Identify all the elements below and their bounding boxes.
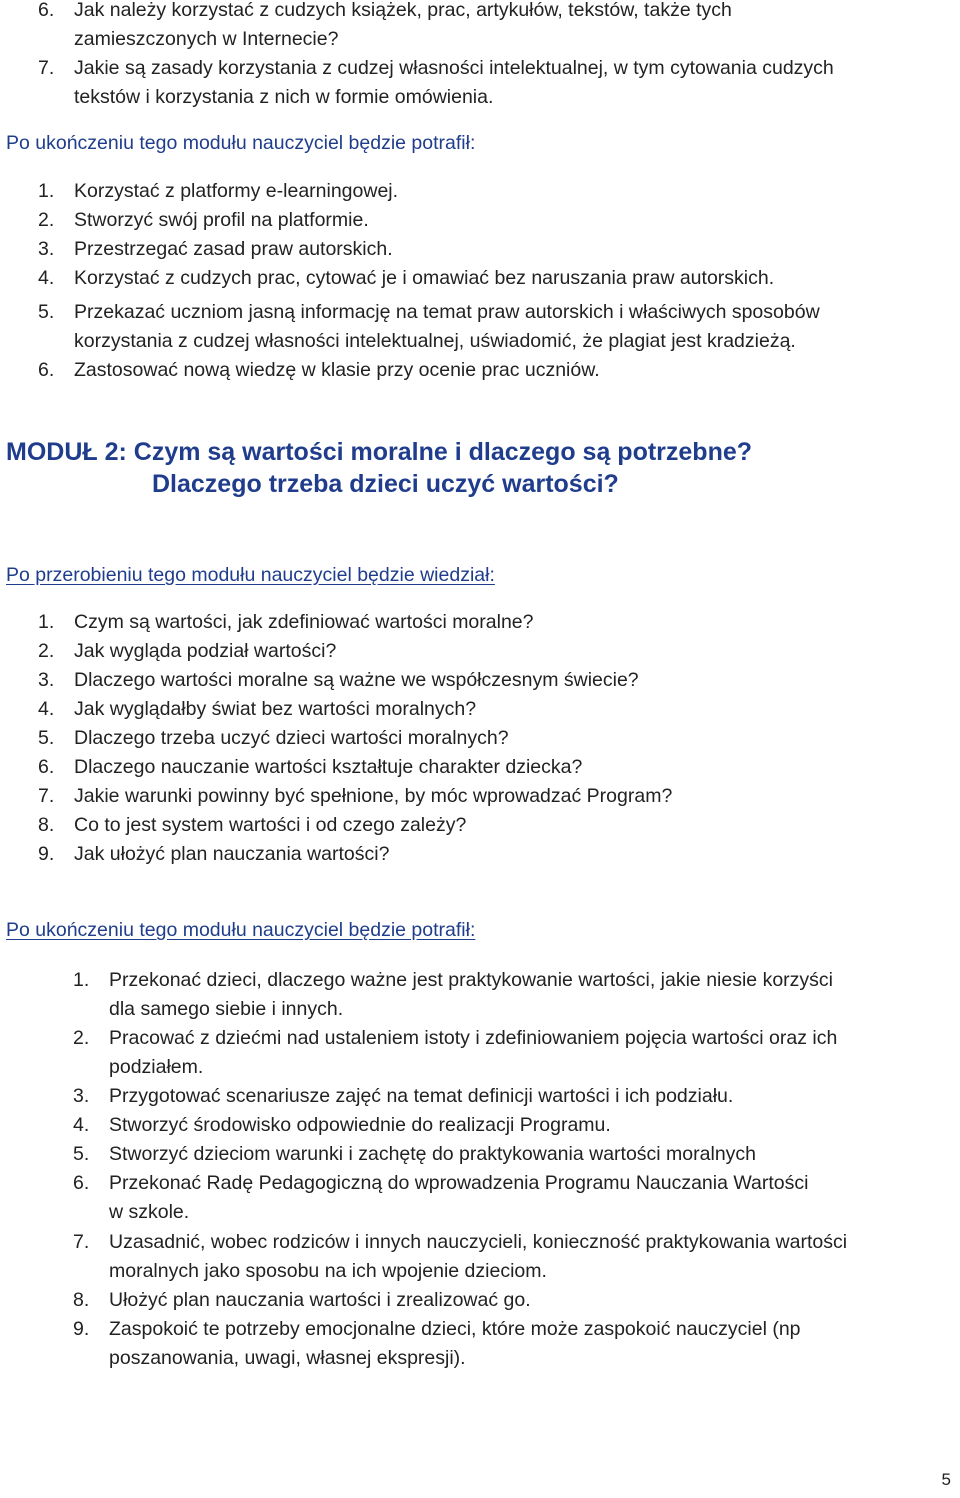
list-number: 5. xyxy=(73,1143,90,1165)
list-number: 6. xyxy=(73,1172,90,1194)
list-item-text: Dlaczego trzeba uczyć dzieci wartości moralnych? xyxy=(74,727,509,749)
list-number: 5. xyxy=(38,727,55,749)
list-item-text: poszanowania, uwagi, własnej ekspresji). xyxy=(109,1347,466,1369)
list-item-text: Przygotować scenariusze zajęć na temat definicji wartości i ich podziału. xyxy=(109,1085,734,1107)
list-item-text: Korzystać z platformy e-learningowej. xyxy=(74,180,399,202)
list-item-text: Korzystać z cudzych prac, cytować je i omawiać bez naruszania praw autorskich. xyxy=(74,267,775,289)
list-item-text: korzystania z cudzej własności intelektualnej, uświadomić, że plagiat jest kradzieżą. xyxy=(74,330,796,352)
page-number: 5 xyxy=(941,1470,951,1489)
list-number: 6. xyxy=(38,0,55,21)
list-number: 3. xyxy=(38,238,55,260)
list-number: 3. xyxy=(73,1085,90,1107)
list-number: 8. xyxy=(73,1289,90,1311)
list-item-text: Co to jest system wartości i od czego zależy? xyxy=(74,814,467,836)
list-number: 2. xyxy=(38,209,55,231)
list-number: 3. xyxy=(38,669,55,691)
list-number: 7. xyxy=(38,57,55,79)
list-item-text: Czym są wartości, jak zdefiniować wartości moralne? xyxy=(74,611,534,633)
list-item-text: Dlaczego wartości moralne są ważne we współczesnym świecie? xyxy=(74,669,639,691)
list-number: 5. xyxy=(38,301,55,323)
list-number: 6. xyxy=(38,359,55,381)
list-item-text: w szkole. xyxy=(109,1201,190,1223)
list-item-text: dla samego siebie i innych. xyxy=(109,998,344,1020)
list-item-text: Przestrzegać zasad praw autorskich. xyxy=(74,238,393,260)
list-item-text: Jakie warunki powinny być spełnione, by móc wprowadzać Program? xyxy=(74,785,673,807)
list-item-text: Przekazać uczniom jasną informację na temat praw autorskich i właściwych sposobów xyxy=(74,301,820,323)
list-number: 4. xyxy=(38,698,55,720)
list-number: 7. xyxy=(73,1231,90,1253)
list-item-text: Ułożyć plan nauczania wartości i zrealizować go. xyxy=(109,1289,531,1311)
list-item-text: Zaspokoić te potrzeby emocjonalne dzieci, które może zaspokoić nauczyciel (np xyxy=(109,1318,801,1340)
list-item-text: Jak wygląda podział wartości? xyxy=(74,640,337,662)
module-title: MODUŁ 2: Czym są wartości moralne i dlaczego są potrzebne? xyxy=(6,438,753,466)
list-item-text: podziałem. xyxy=(109,1056,204,1078)
list-number: 1. xyxy=(73,969,90,991)
list-item-text: Stworzyć swój profil na platformie. xyxy=(74,209,369,231)
list-item-text: Dlaczego nauczanie wartości kształtuje charakter dziecka? xyxy=(74,756,583,778)
list-number: 8. xyxy=(38,814,55,836)
module-subtitle: Dlaczego trzeba dzieci uczyć wartości? xyxy=(152,470,619,498)
list-number: 9. xyxy=(73,1318,90,1340)
list-item-text: Przekonać Radę Pedagogiczną do wprowadzenia Programu Nauczania Wartości xyxy=(109,1172,809,1194)
list-item-text: Jak należy korzystać z cudzych książek, prac, artykułów, tekstów, także tych xyxy=(74,0,732,21)
list-number: 9. xyxy=(38,843,55,865)
list-number: 4. xyxy=(73,1114,90,1136)
list-number: 1. xyxy=(38,611,55,633)
list-item-text: Przekonać dzieci, dlaczego ważne jest praktykowanie wartości, jakie niesie korzyści xyxy=(109,969,833,991)
list-number: 2. xyxy=(38,640,55,662)
list-number: 4. xyxy=(38,267,55,289)
list-number: 1. xyxy=(38,180,55,202)
section-heading: Po ukończeniu tego modułu nauczyciel będzie potrafił: xyxy=(6,132,476,154)
list-item-text: zamieszczonych w Internecie? xyxy=(74,28,339,50)
list-item-text: Uzasadnić, wobec rodziców i innych nauczycieli, konieczność praktykowania wartości xyxy=(109,1231,848,1253)
list-number: 2. xyxy=(73,1027,90,1049)
list-item-text: moralnych jako sposobu na ich wpojenie dzieciom. xyxy=(109,1260,547,1282)
list-item-text: Jakie są zasady korzystania z cudzej własności intelektualnej, w tym cytowania cudzych xyxy=(74,57,834,79)
list-item-text: Stworzyć środowisko odpowiednie do realizacji Programu. xyxy=(109,1114,611,1136)
list-item-text: Pracować z dziećmi nad ustaleniem istoty i zdefiniowaniem pojęcia wartości oraz ich xyxy=(109,1027,838,1049)
list-item-text: Jak wyglądałby świat bez wartości moralnych? xyxy=(74,698,477,720)
section-heading: Po ukończeniu tego modułu nauczyciel będzie potrafił: xyxy=(6,919,476,941)
list-item-text: tekstów i korzystania z nich w formie omówienia. xyxy=(74,86,494,108)
list-item-text: Jak ułożyć plan nauczania wartości? xyxy=(74,843,390,865)
section-heading: Po przerobieniu tego modułu nauczyciel będzie wiedział: xyxy=(6,564,495,586)
list-number: 7. xyxy=(38,785,55,807)
list-item-text: Zastosować nową wiedzę w klasie przy ocenie prac uczniów. xyxy=(74,359,600,381)
list-item-text: Stworzyć dzieciom warunki i zachętę do praktykowania wartości moralnych xyxy=(109,1143,757,1165)
list-number: 6. xyxy=(38,756,55,778)
